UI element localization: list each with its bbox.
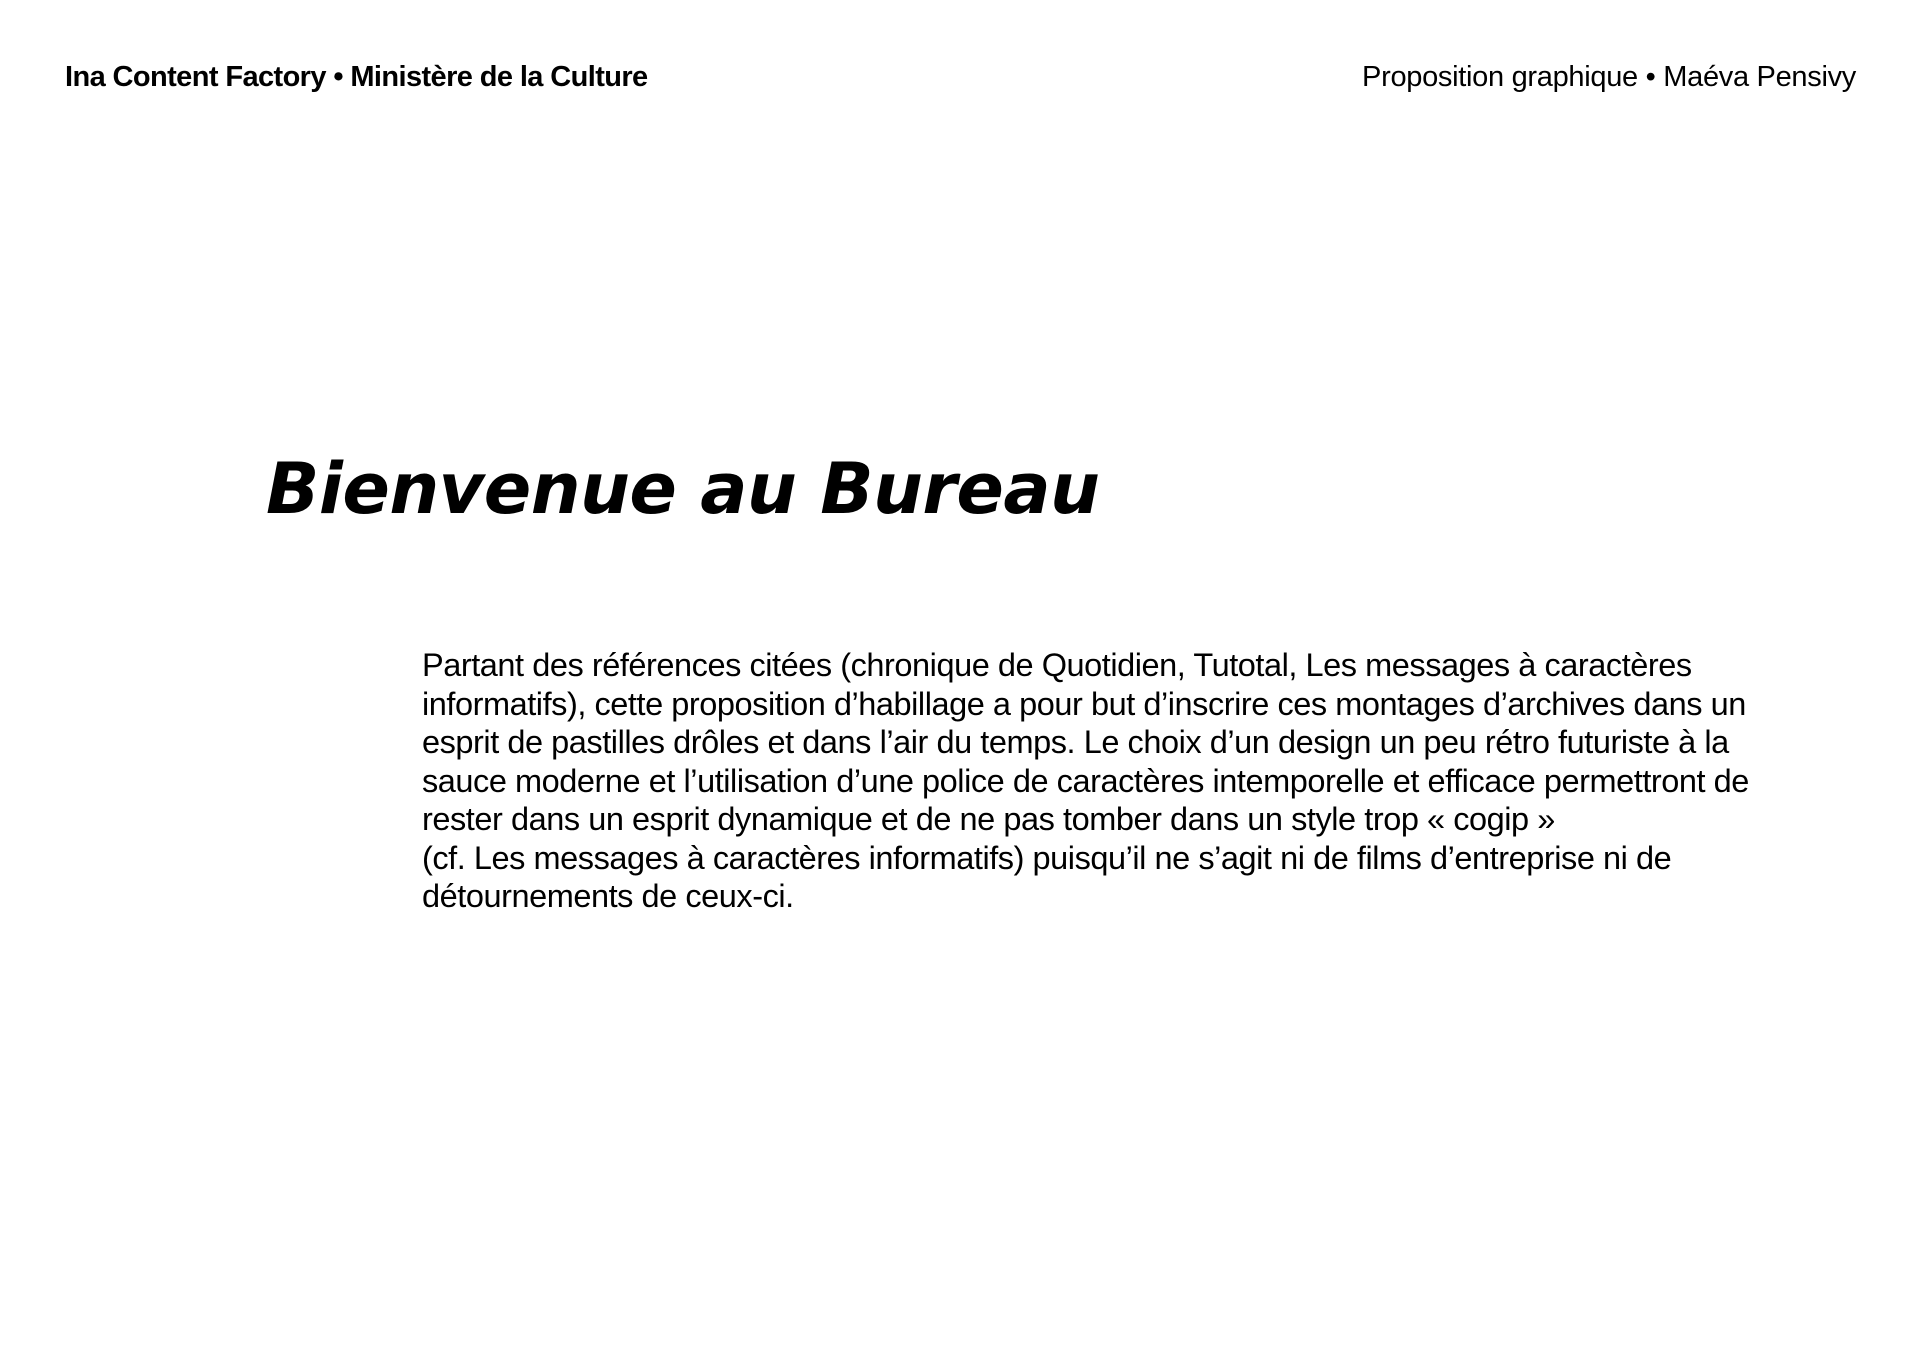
header-left-credit: Ina Content Factory • Ministère de la Culture [65, 61, 648, 93]
body-line-1: Partant des références citées (chronique de Quotidien, Tutotal, Les messages à caractères [422, 647, 1692, 683]
header-right-credit: Proposition graphique • Maéva Pensivy [1362, 61, 1856, 93]
body-line-6: (cf. Les messages à caractères informatifs) puisqu’il ne s’agit ni de films d’entreprise ni de [422, 839, 1672, 876]
body-paragraph [422, 646, 1822, 916]
body-line-3: esprit de pastilles drôles et dans l’air du temps. Le choix d’un design un peu rétro futuriste à la [422, 724, 1729, 760]
body-line-5: rester dans un esprit dynamique et de ne pas tomber dans un style trop « cogip » [422, 801, 1555, 837]
body-line-2: informatifs), cette proposition d’habillage a pour but d’inscrire ces montages d’archives dans un [422, 685, 1746, 722]
body-line-4: sauce moderne et l’utilisation d’une police de caractères intemporelle et efficace permettront de [422, 762, 1749, 799]
body-line-7: détournements de ceux-ci. [422, 878, 794, 914]
page-title: Bienvenue au Bureau [266, 448, 1100, 530]
